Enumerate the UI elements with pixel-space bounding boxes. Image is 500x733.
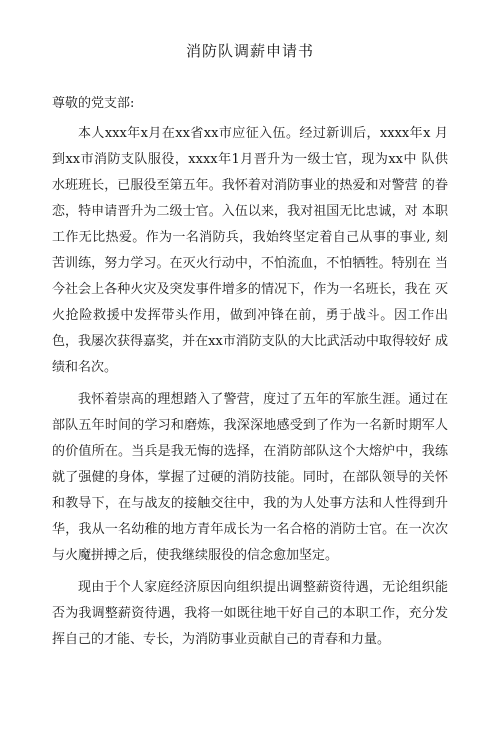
document-title: 消防队调薪申请书 (185, 42, 314, 60)
salutation: 尊敬的党支部: (52, 96, 135, 111)
body-paragraph-3: 现由于个人家庭经济原因向组织提出调整薪资待遇，无论组织能 否为我调整薪资待遇，我将一如既往地干好自己的本职工作，充分发挥自己的才能、专长，为消防事业贡献自己的青春和力量。 (52, 580, 448, 647)
body-paragraph-1: 本人xxx年x月在xx省xx市应征入伍。经过新训后，xxxx年x 月到xx市消防支队服役，xxxx年1月晋升为一级士官，现为xx中 队供水班班长，已服役至第五年。我怀着对消防事业的热爱和对警营 的眷恋，特申请晋升为二级士官。入伍以来，我对祖国无比忠诚，对 本职工作无比热爱。作为一名消防兵，我始终坚定着自己从事的事业, 刻苦训练，努力学习。在灭火行动中，不怕流血，不怕牺牲。特别在 当今社会上各种火灾及突发事件增多的情况下，作为一名班长，我在 灭火抢险救援中发挥带头作用，做到冲锋在前，勇于战斗。因工作出 色，我屡次获得嘉奖，并在xx市消防支队的大比武活动中取得较好 成绩和名次。 (52, 126, 448, 375)
body-paragraph-2: 我怀着崇高的理想踏入了警营，度过了五年的军旅生涯。通过在 部队五年时间的学习和磨炼，我深深地感受到了作为一名新时期军人 的价值所在。当兵是我无悔的选择，在消防部队这个大熔炉中，我练 就了强健的身体，掌握了过硬的消防技能。同时，在部队领导的关怀 和教导下，在与战友的接触交往中，我的为人处事方法和人性得到升 华，我从一名幼稚的地方青年成长为一名合格的消防士官。在一次次 与火魔拼搏之后，使我继续服役的信念愈加坚定。 (52, 392, 448, 563)
